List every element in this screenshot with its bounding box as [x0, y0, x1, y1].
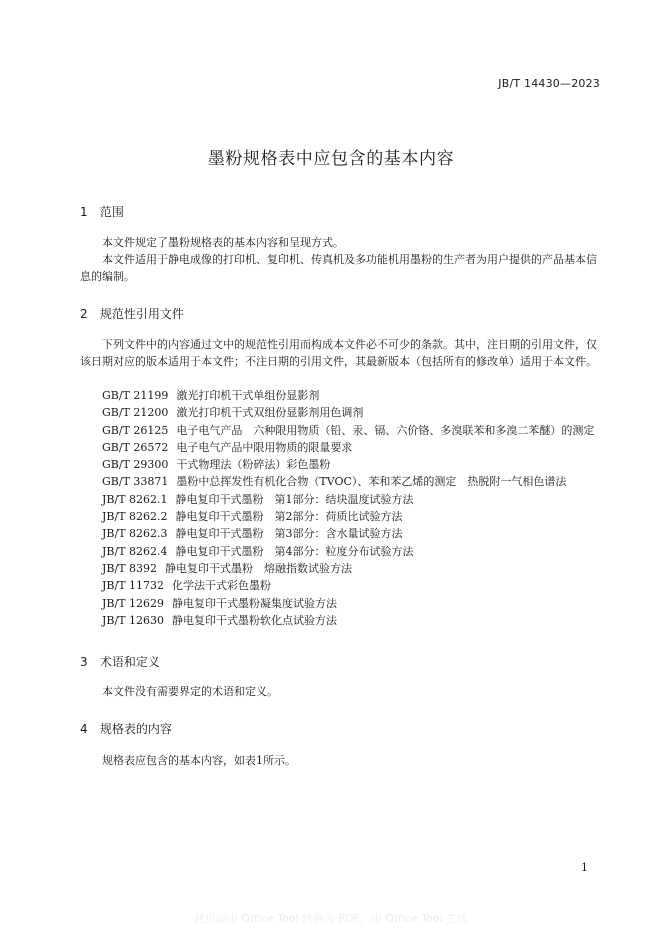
reference-item	[102, 595, 594, 612]
reference-item	[102, 577, 594, 594]
reference-item	[102, 422, 594, 439]
document-title: 墨粉规格表中应包含的基本内容	[207, 149, 455, 169]
reference-code: JB/T 11732	[102, 579, 165, 593]
paragraph: 本文件适用于静电成像的打印机、复印机、传真机及多功能机用墨粉的生产者为用户提供的产品基本信息的编制。	[80, 253, 597, 283]
section-heading-scope	[80, 203, 124, 220]
reference-title: 静电复印干式墨粉 第4部分：粒度分布试验方法	[175, 544, 414, 558]
paragraph: 本文件没有需要界定的术语和定义。	[102, 685, 278, 698]
standard-number: JB/T 14430—2023	[498, 77, 600, 90]
reference-code: GB/T 26572	[102, 440, 169, 454]
section-title: 规格表的内容	[99, 722, 172, 736]
reference-code: JB/T 8262.3	[102, 527, 168, 541]
reference-code: GB/T 26125	[102, 423, 169, 437]
reference-title: 干式物理法（粉碎法）彩色墨粉	[176, 458, 331, 472]
reference-title: 静电复印干式墨粉软化点试验方法	[172, 613, 338, 627]
reference-item	[102, 456, 594, 473]
reference-code: JB/T 12629	[102, 596, 165, 610]
section-heading-terms	[80, 653, 160, 670]
reference-title: 化学法干式彩色墨粉	[172, 579, 272, 593]
section-number: 4	[80, 722, 88, 736]
reference-code: GB/T 29300	[102, 458, 169, 472]
reference-title: 静电复印干式墨粉 第2部分：荷质比试验方法	[175, 510, 403, 524]
reference-title: 墨粉中总挥发性有机化合物（TVOC）、苯和苯乙烯的测定 热脱附一气相色谱法	[176, 475, 567, 489]
section-title: 范围	[99, 205, 124, 219]
spec-content-body	[80, 752, 602, 769]
reference-title: 激光打印机干式双组份显影剂用色调剂	[176, 406, 364, 420]
section-heading-normative-references	[80, 305, 184, 322]
reference-item	[102, 508, 594, 525]
paragraph: 本文件规定了墨粉规格表的基本内容和呈现方式。	[102, 236, 344, 249]
reference-title: 电子电气产品 六种限用物质（铅、汞、镉、六价铬、多溴联苯和多溴二苯醚）的测定	[176, 423, 595, 437]
reference-item	[102, 387, 594, 404]
reference-title: 静电复印干式墨粉 第1部分：结块温度试验方法	[175, 492, 414, 506]
reference-item	[102, 525, 594, 542]
reference-code: JB/T 8392	[102, 561, 158, 575]
watermark: 此页面由 Office Tool 转换为 PDF，由 Office Tool 生成	[194, 912, 468, 925]
reference-code: JB/T 8262.1	[102, 492, 168, 506]
section-number: 2	[80, 307, 88, 321]
terms-body	[80, 683, 602, 700]
reference-code: JB/T 8262.2	[102, 510, 168, 524]
section-number: 3	[80, 655, 88, 669]
reference-item	[102, 543, 594, 560]
reference-code: JB/T 8262.4	[102, 544, 168, 558]
reference-title: 静电复印干式墨粉 第3部分：含水量试验方法	[175, 527, 403, 541]
reference-item	[102, 612, 594, 629]
reference-title: 静电复印干式墨粉 熔融指数试验方法	[165, 561, 353, 575]
section-title: 规范性引用文件	[99, 307, 184, 321]
reference-item	[102, 473, 594, 490]
reference-item	[102, 560, 594, 577]
section-title: 术语和定义	[99, 655, 160, 669]
reference-title: 电子电气产品中限用物质的限量要求	[176, 440, 353, 454]
paragraph: 下列文件中的内容通过文中的规范性引用而构成本文件必不可少的条款。其中，注日期的引用文件，仅该日期对应的版本适用于本文件；不注日期的引用文件，其最新版本（包括所有的修改单）适用于本文件。	[80, 338, 597, 368]
reference-code: GB/T 33871	[102, 475, 169, 489]
scope-body	[80, 234, 602, 285]
reference-code: GB/T 21199	[102, 389, 169, 402]
page-number: 1	[581, 861, 588, 874]
reference-title: 激光打印机干式单组份显影剂	[176, 389, 320, 402]
reference-item	[102, 439, 594, 456]
reference-item	[102, 491, 594, 508]
references-intro	[80, 336, 602, 370]
section-heading-spec-content	[80, 720, 172, 737]
reference-item	[102, 404, 594, 421]
section-number: 1	[80, 205, 88, 219]
reference-title: 静电复印干式墨粉凝集度试验方法	[172, 596, 338, 610]
reference-code: JB/T 12630	[102, 613, 165, 627]
reference-code: GB/T 21200	[102, 406, 169, 420]
reference-list	[102, 387, 594, 629]
paragraph: 规格表应包含的基本内容，如表1所示。	[102, 754, 296, 767]
